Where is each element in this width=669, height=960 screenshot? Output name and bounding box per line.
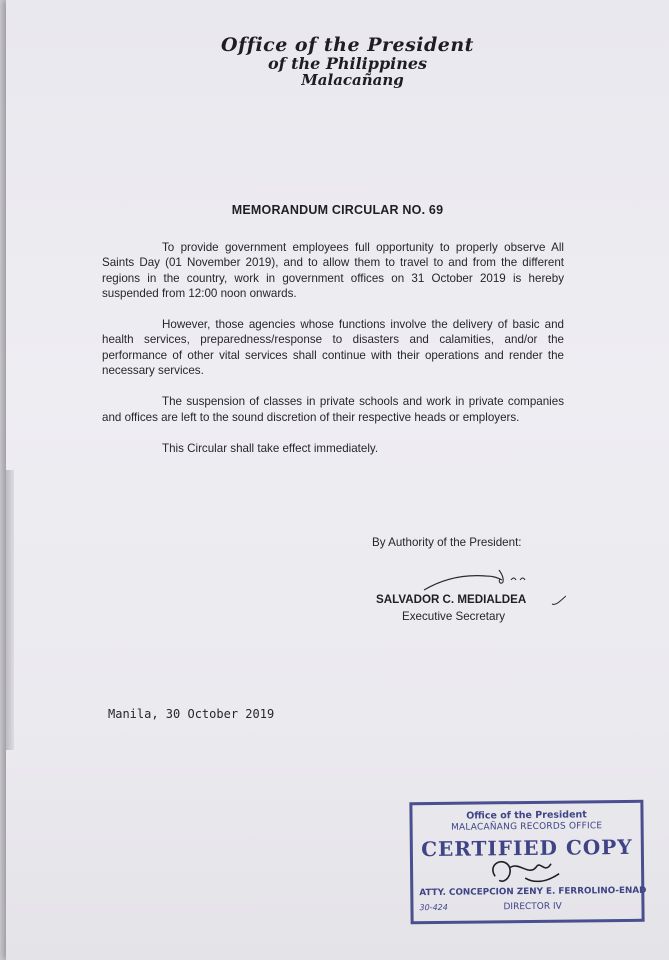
memo-title: MEMORANDUM CIRCULAR NO. 69 (231, 203, 444, 217)
stamp-signatory: ATTY. CONCEPCION ZENY E. FERROLINO-ENAD (419, 885, 647, 899)
document-page (6, 0, 669, 960)
stamp-handwritten-note: 30-424 (419, 902, 448, 913)
letterhead-line-3: Malacañang (301, 70, 404, 89)
letterhead-line-1: Office of the President (221, 34, 474, 56)
paragraph-1: To provide government employees full opportunity to properly observe All Saints Day (01 November 2019), and to allow them to travel to and from the different regions in the country, work in government offices on 31 October 2019 is hereby suspended from 12:00 noon onwards. (102, 241, 564, 300)
stamp-records-office: MALACAÑANG RECORDS OFFICE (450, 821, 603, 833)
certified-copy-stamp (409, 800, 647, 924)
authority-line: By Authority of the President: (372, 536, 522, 549)
stamp-signatory-title: DIRECTOR IV (503, 901, 562, 913)
paragraph-2: However, those agencies whose functions involve the delivery of basic and health services, preparedness/response to disasters and calamities, and/or the performance of other vital services shall continue with their operations and render the necessary services. (102, 318, 564, 378)
dateline: Manila, 30 October 2019 (108, 707, 275, 721)
letterhead (6, 36, 669, 88)
signer-name: SALVADOR C. MEDIALDEA (376, 593, 527, 606)
stamp-certified-copy: CERTIFIED COPY (421, 834, 633, 862)
stamp-signature-mark (485, 854, 565, 891)
signer-title: Executive Secretary (402, 610, 506, 623)
paragraph-4: This Circular shall take effect immediately. (162, 441, 379, 455)
page-edge (6, 470, 14, 750)
stamp-office: Office of the President (466, 809, 587, 822)
paragraph-3: The suspension of classes in private schools and work in private companies and offices are left to the sound discretion of their respective heads or employers. (102, 395, 564, 424)
letterhead-line-2: of the Philippines (267, 53, 428, 73)
memo-body (102, 240, 564, 472)
